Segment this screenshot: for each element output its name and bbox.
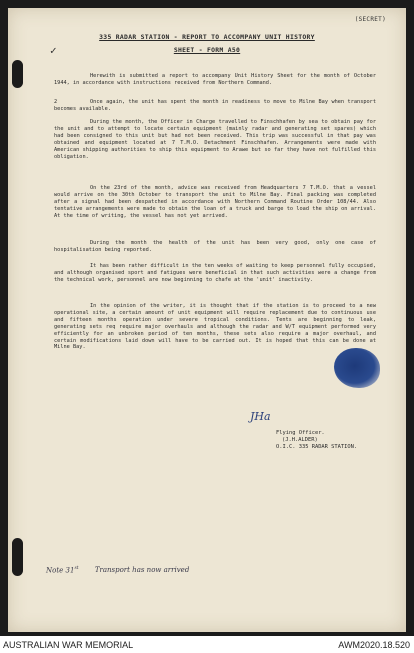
document-subtitle: SHEET - FORM A50 (173, 46, 241, 54)
punch-hole (12, 538, 23, 576)
signature-block (276, 430, 357, 451)
document-title: 335 RADAR STATION - REPORT TO ACCOMPANY UNIT HISTORY (99, 33, 315, 41)
note-date-suffix: st (74, 566, 79, 571)
footer-bar (0, 636, 414, 653)
paragraph: Herewith is submitted a report to accompany Unit History Sheet for the month of October 1944, in accordance with instructions received from Northern Command. (54, 73, 376, 86)
ink-blot (334, 348, 380, 388)
paragraph-number: 2 (54, 99, 58, 105)
punch-hole (12, 60, 23, 88)
paragraph: It has been rather difficult in the ten weeks of waiting to keep personnel fully occupied, and although organised sport and fatigues were beneficial in that such activities were a change from the technical work, personnel are now beginning to chafe at the 'unit' inactivity. (54, 263, 376, 283)
signature: JHa (250, 410, 271, 423)
footer-source: AUSTRALIAN WAR MEMORIAL (3, 640, 134, 650)
note-text: Transport has now arrived (94, 566, 190, 575)
paragraph: During the month the health of the unit has been very good, only one case of hospitalisation being reported. (54, 240, 376, 253)
paragraph: On the 23rd of the month, advice was received from Headquarters 7 T.M.O. that a vessel would arrive on the 30th October to transport the unit to Milne Bay. Final packing was completed after a signal had been despatched in accordance with Northern Command Routine Order 108/44. Also tentative arrangements were made to obtain the loan of a truck and barge to load the ship on arrival. At the time of writing, the vessel has not yet arrived. (54, 185, 376, 219)
paragraph: In the opinion of the writer, it is thought that if the station is to proceed to a new operational site, a certain amount of unit equipment will require replacement due to continuous use and fifteen months operation under severe tropical conditions. Tents are beginning to leak, generating sets req require major overhauls and although the radar and W/T equipment performed very efficiently for an unbroken period of ten months, these sets also require a major overhaul, and certain modifications laid down will have to be carried out. It is hoped that this can be done at Milne Bay. (54, 303, 376, 351)
signatory-rank: Flying Officer. (276, 430, 325, 436)
paragraph: Once again, the unit has spent the month in readiness to move to Milne Bay when transport becomes available. (54, 99, 376, 112)
signatory-name: (J.H.ALDER) (282, 436, 318, 443)
footer-accession-id: AWM2020.18.520 (338, 640, 410, 650)
check-mark: ✓ (50, 44, 57, 57)
document-page (8, 8, 406, 632)
note-prefix: Note (46, 566, 64, 575)
classification-label: (SECRET) (354, 16, 386, 23)
signatory-role: O.I.C. 335 RADAR STATION. (276, 443, 358, 450)
handwritten-note (46, 566, 189, 574)
note-date: 31 (65, 566, 75, 575)
paragraph: During the month, the Officer in Charge travelled to Finschhafen by sea to obtain pay for the unit and to attempt to locate certain equipment (mainly radar and generating set spares) which had been consigned to this unit but had not been received. This trip was successful in that pay was obtained and equipment located at 7 T.M.O. Detachment Finschhafen. Arrangements were made with American shipping authorities to ship this equipment to Arawe but so far they have not fulfilled this obligation. (54, 119, 376, 160)
